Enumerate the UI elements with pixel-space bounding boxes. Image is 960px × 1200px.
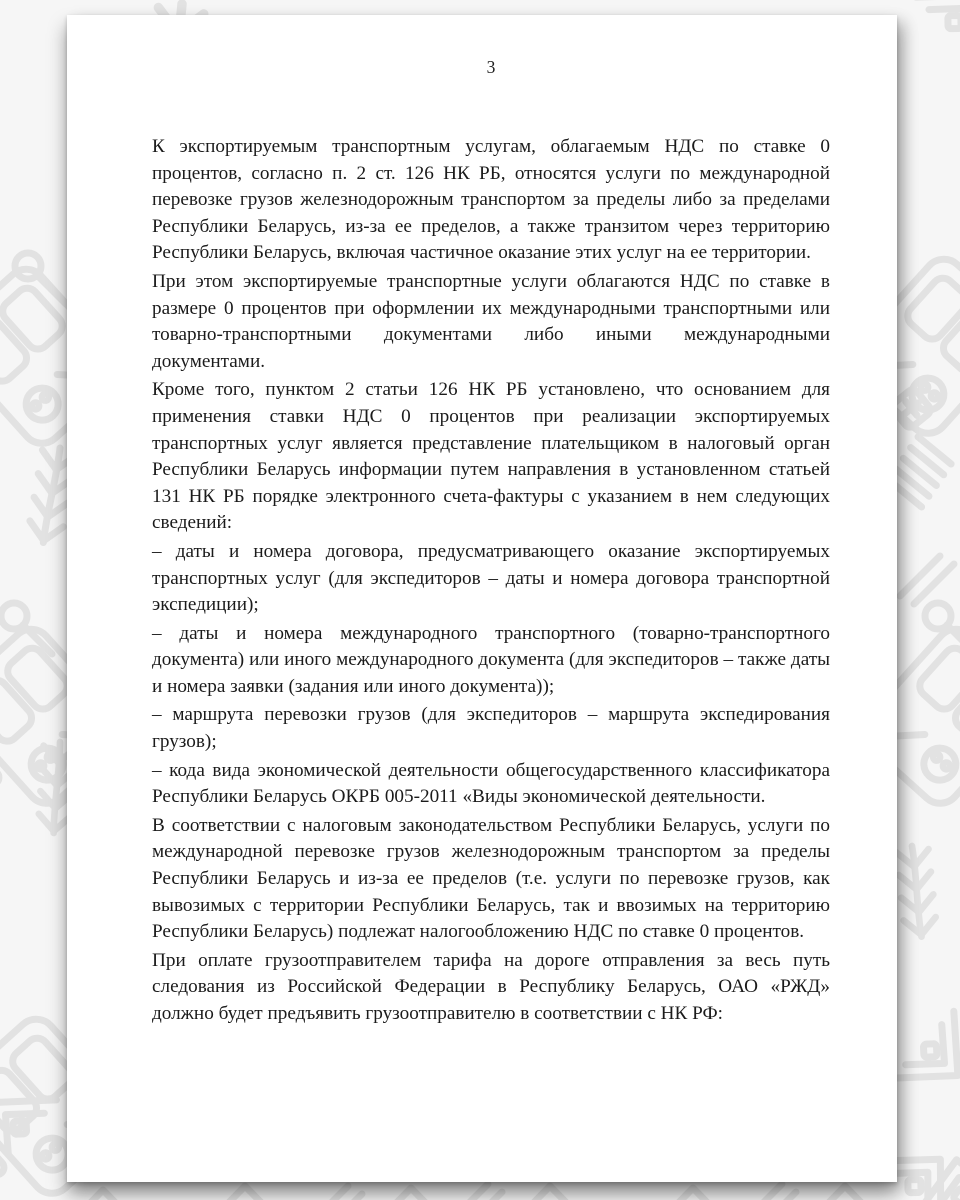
paragraph: – даты и номера договора, предусматривающего оказание экспортируемых транспортных услуг (для экспедиторов – даты и номера договора транспортной экспедиции); xyxy=(152,540,830,616)
paragraph: Кроме того, пунктом 2 статьи 126 НК РБ установлено, что основанием для применения ставки НДС 0 процентов при реализации экспортируемых транспортных услуг является представление плательщиком в налоговый орган Республики Беларусь информации путем направления в установленном статьей 131 НК РБ порядке электронного счета-фактуры с указанием в нем следующих сведений: xyxy=(152,379,830,534)
paragraph: При этом экспортируемые транспортные услуги облагаются НДС по ставке в размере 0 процентов при оформлении их международными транспортными или товарно-транспортными документами либо иными международными документами. xyxy=(152,270,830,372)
page-number: 3 xyxy=(486,57,496,77)
paragraph: При оплате грузоотправителем тарифа на дороге отправления за весь путь следования из Российской Федерации в Республику Беларусь, ОАО «РЖД» должно будет предъявить грузоотправителю в соответствии с НК РФ: xyxy=(152,949,830,1024)
document-page xyxy=(67,15,897,1182)
paragraph: К экспортируемым транспортным услугам, облагаемым НДС по ставке 0 процентов, согласно п. 2 ст. 126 НК РБ, относятся услуги по международной перевозке грузов железнодорожным транспортом за пределы либо за пределами Республики Беларусь, из-за ее пределов, а также транзитом через территорию Республики Беларусь, включая частичное оказание этих услуг на ее территории. xyxy=(152,136,830,264)
paragraph: В соответствии с налоговым законодательством Республики Беларусь, услуги по международной перевозке грузов железнодорожным транспортом за пределы Республики Беларусь и из-за ее пределов (т.е. услуги по перевозке грузов, как вывозимых с территории Республики Беларусь, так и ввозимых на территорию Республики Беларусь) подлежат налогообложению НДС по ставке 0 процентов. xyxy=(152,814,830,943)
paragraph: – маршрута перевозки грузов (для экспедиторов – маршрута экспедирования грузов); xyxy=(152,704,830,753)
paragraph: – даты и номера международного транспортного (товарно-транспортного документа) или иного международного документа (для экспедиторов – также даты и номера заявки (задания или иного документа)); xyxy=(152,622,830,697)
document-body xyxy=(152,134,830,1028)
paragraph: – кода вида экономической деятельности общегосударственного классификатора Республики Беларусь ОКРБ 005-2011 «Виды экономической деятельности. xyxy=(152,759,830,808)
